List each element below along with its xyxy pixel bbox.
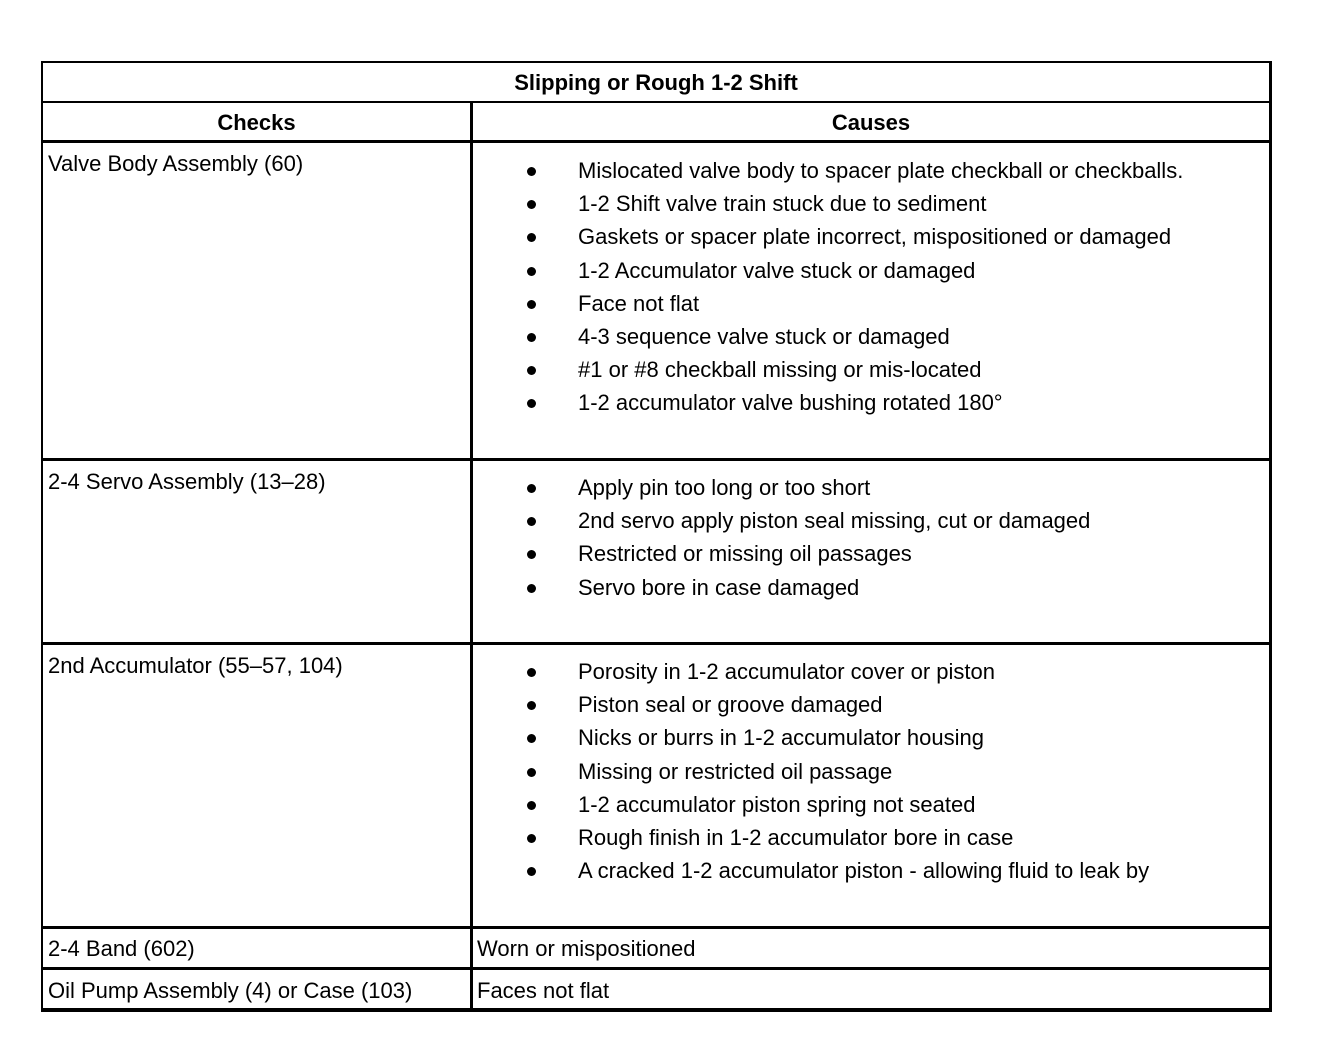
causes-list	[527, 655, 1149, 887]
list-item: Face not flat	[527, 287, 1183, 320]
list-item: Porosity in 1-2 accumulator cover or piston	[527, 655, 1149, 688]
header-checks: Checks	[217, 110, 296, 135]
troubleshooting-table	[41, 61, 1272, 1012]
bullet-icon	[527, 233, 536, 242]
bullet-icon	[527, 834, 536, 843]
list-item: #1 or #8 checkball missing or mis-located	[527, 353, 1183, 386]
cause-cell: Worn or mispositioned	[477, 936, 696, 961]
divider	[43, 458, 1269, 461]
bullet-icon	[527, 668, 536, 677]
column-divider	[470, 102, 473, 1008]
bullet-icon	[527, 584, 536, 593]
list-item: 1-2 accumulator valve bushing rotated 180°	[527, 386, 1183, 419]
bullet-icon	[527, 484, 536, 493]
list-item: Restricted or missing oil passages	[527, 537, 1090, 570]
bullet-icon	[527, 801, 536, 810]
bullet-icon	[527, 366, 536, 375]
list-item: Servo bore in case damaged	[527, 571, 1090, 604]
bullet-icon	[527, 399, 536, 408]
bullet-icon	[527, 300, 536, 309]
bullet-icon	[527, 867, 536, 876]
bullet-icon	[527, 267, 536, 276]
list-item: 2nd servo apply piston seal missing, cut or damaged	[527, 504, 1090, 537]
divider	[43, 101, 1269, 103]
list-item: 1-2 accumulator piston spring not seated	[527, 788, 1149, 821]
check-cell: Valve Body Assembly (60)	[48, 151, 304, 176]
divider	[43, 967, 1269, 970]
list-item: 1-2 Accumulator valve stuck or damaged	[527, 254, 1183, 287]
check-cell: 2nd Accumulator (55–57, 104)	[48, 653, 343, 678]
bullet-icon	[527, 550, 536, 559]
check-cell: Oil Pump Assembly (4) or Case (103)	[48, 978, 413, 1003]
list-item: 4-3 sequence valve stuck or damaged	[527, 320, 1183, 353]
list-item: Apply pin too long or too short	[527, 471, 1090, 504]
bullet-icon	[527, 517, 536, 526]
bullet-icon	[527, 200, 536, 209]
bullet-icon	[527, 701, 536, 710]
check-cell: 2-4 Band (602)	[48, 936, 195, 961]
table-title: Slipping or Rough 1-2 Shift	[514, 70, 798, 95]
bullet-icon	[527, 167, 536, 176]
header-causes: Causes	[831, 110, 911, 135]
list-item: 1-2 Shift valve train stuck due to sediment	[527, 187, 1183, 220]
list-item: Gaskets or spacer plate incorrect, mispositioned or damaged	[527, 220, 1183, 253]
list-item: Nicks or burrs in 1-2 accumulator housing	[527, 721, 1149, 754]
bullet-icon	[527, 734, 536, 743]
list-item: A cracked 1-2 accumulator piston - allowing fluid to leak by	[527, 854, 1149, 887]
bullet-icon	[527, 768, 536, 777]
list-item: Missing or restricted oil passage	[527, 755, 1149, 788]
list-item: Piston seal or groove damaged	[527, 688, 1149, 721]
divider	[43, 140, 1269, 143]
bullet-icon	[527, 333, 536, 342]
list-item: Mislocated valve body to spacer plate checkball or checkballs.	[527, 154, 1183, 187]
check-cell: 2-4 Servo Assembly (13–28)	[48, 469, 326, 494]
cause-cell: Faces not flat	[477, 978, 610, 1003]
divider	[43, 642, 1269, 645]
list-item: Rough finish in 1-2 accumulator bore in case	[527, 821, 1149, 854]
causes-list	[527, 471, 1090, 604]
causes-list	[527, 154, 1183, 420]
divider	[43, 926, 1269, 929]
